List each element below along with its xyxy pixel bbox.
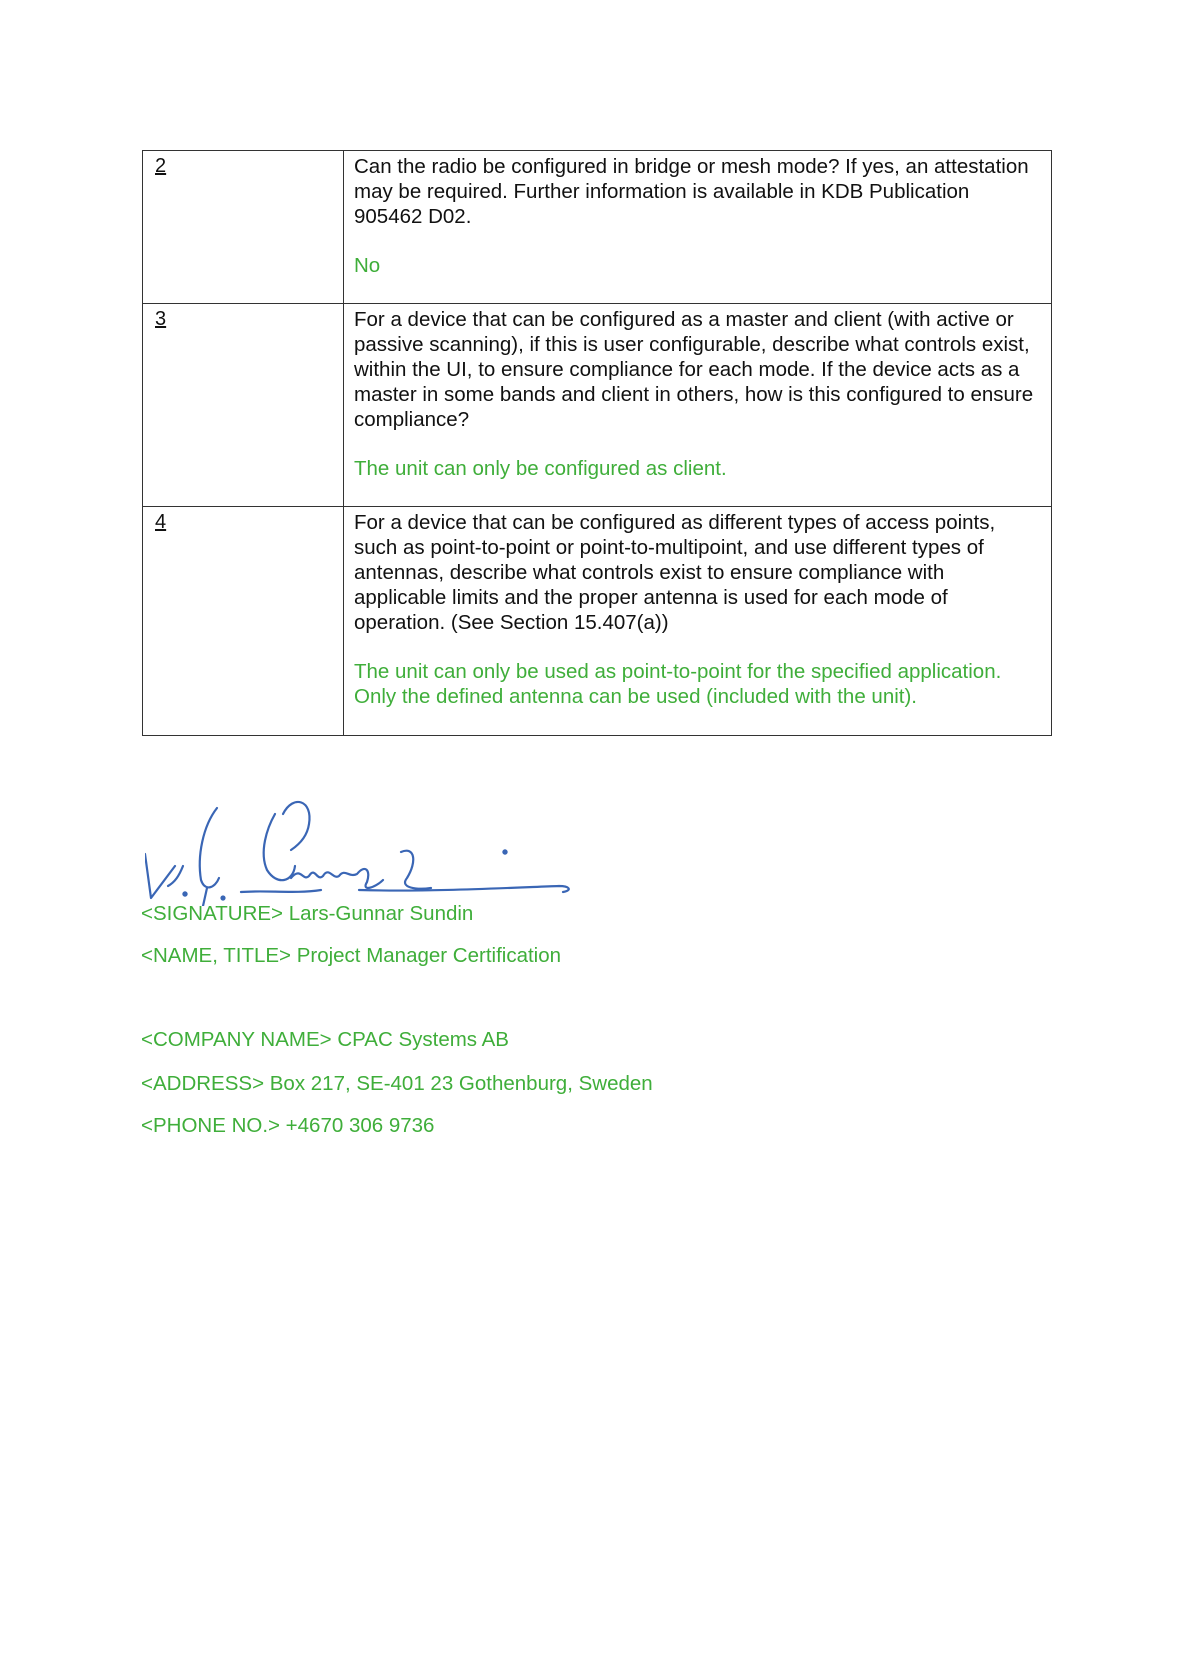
answer-text: No [354,254,381,277]
row-number: 3 [155,308,167,330]
row-number-cell [143,151,344,304]
questionnaire-table [142,150,1052,736]
signature-icon [145,796,605,906]
question-cell [344,304,1052,507]
row-number-cell [143,507,344,736]
row-number: 4 [155,511,167,533]
table-row [143,151,1052,304]
question-cell [344,507,1052,736]
phone-line: <PHONE NO.> +4670 306 9736 [141,1114,435,1137]
name-title-line: <NAME, TITLE> Project Manager Certification [141,944,562,967]
row-number: 2 [155,155,167,177]
answer-text: The unit can only be configured as client. [354,457,727,480]
address-line: <ADDRESS> Box 217, SE-401 23 Gothenburg, Sweden [141,1072,653,1095]
question-text: For a device that can be configured as a master and client (with active or passive scanning), if this is user configurable, describe what controls exist, within the UI, to ensure compliance for each mode. If the device acts as a master in some bands and client in others, how is this configured to ensure compliance? [354,308,1034,431]
answer-text: The unit can only be used as point-to-point for the specified application. Only the defined antenna can be used (included with the unit). [354,660,1002,708]
company-name-line: <COMPANY NAME> CPAC Systems AB [141,1028,509,1051]
row-number-cell [143,304,344,507]
table-row [143,304,1052,507]
question-text: Can the radio be configured in bridge or mesh mode? If yes, an attestation may be required. Further information is available in KDB Publication 905462 D02. [354,155,1029,228]
question-text: For a device that can be configured as different types of access points, such as point-to-point or point-to-multipoint, and use different types of antennas, describe what controls exist to ensure compliance with applicable limits and the proper antenna is used for each mode of operation. (See Section 15.407(a)) [354,511,996,634]
question-cell [344,151,1052,304]
handwritten-signature [145,796,605,906]
table-row [143,507,1052,736]
signature-line: <SIGNATURE> Lars-Gunnar Sundin [141,902,474,925]
